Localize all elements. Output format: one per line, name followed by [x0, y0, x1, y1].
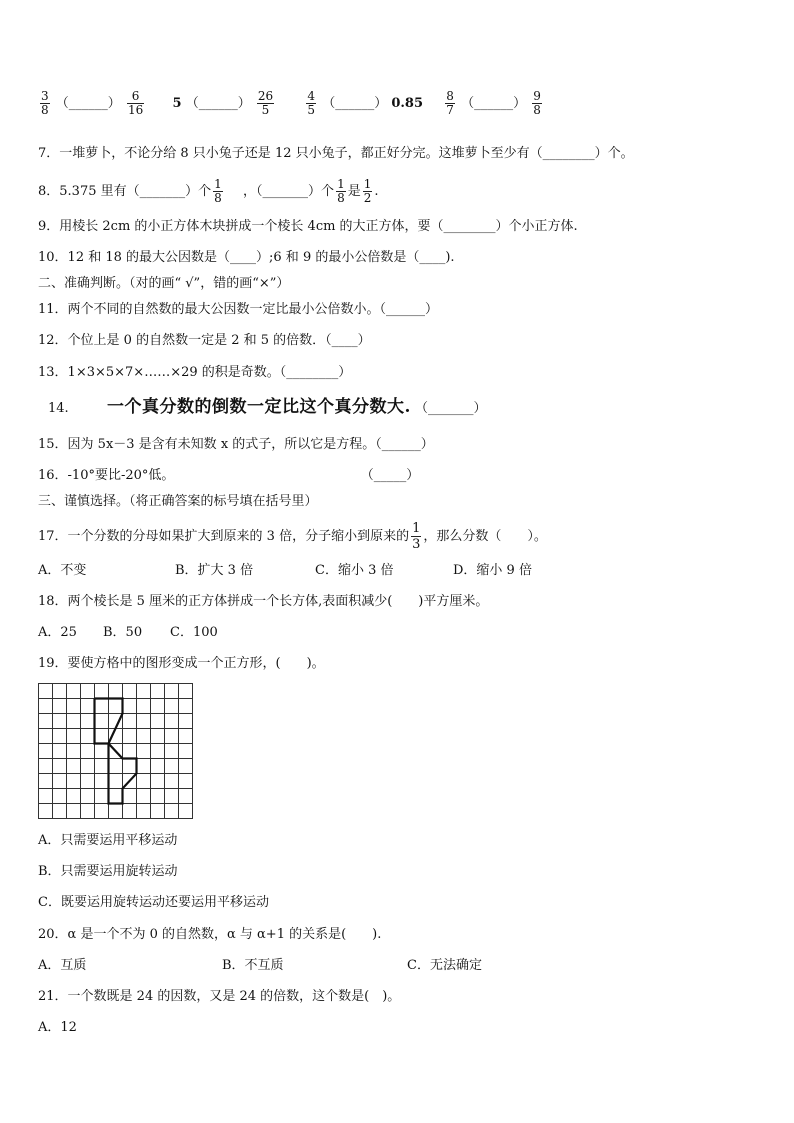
question-12: 12．个位上是 0 的自然数一定是 2 和 5 的倍数．（____）	[38, 333, 371, 348]
section-2-heading: 二、准确判断。（对的画“ √”，错的画“×”）	[38, 276, 290, 291]
decimal-number: 0.85	[391, 96, 424, 111]
question-18-option-b[interactable]: B．50	[103, 625, 143, 640]
whole-number: 5	[172, 96, 182, 111]
question-21: 21．一个数既是 24 的因数，又是 24 的倍数，这个数是( )。	[38, 989, 401, 1004]
question-18-option-c[interactable]: C．100	[170, 625, 218, 640]
square-grid-figure	[38, 683, 194, 820]
question-11: 11．两个不同的自然数的最大公因数一定比最小公倍数小。（______）	[38, 302, 439, 317]
question-17	[38, 521, 547, 552]
answer-blank[interactable]: （______）	[55, 96, 121, 111]
fraction: $\frac{26}{5}$	[257, 89, 274, 117]
question-8-text-d: .	[374, 184, 379, 199]
fraction: $\frac{1}{3}$	[412, 521, 421, 552]
question-8-text-a: 8．5.375 里有（_______）个	[38, 184, 212, 199]
question-10: 10．12 和 18 的最大公因数是（____）;6 和 9 的最小公倍数是（____).	[38, 250, 455, 265]
question-8	[38, 178, 379, 205]
question-17-option-b[interactable]: B．扩大 3 倍	[175, 563, 254, 578]
fraction-compare-row	[38, 90, 544, 117]
question-9: 9．用棱长 2cm 的小正方体木块拼成一个棱长 4cm 的大正方体，要（________）个小正方体.	[38, 219, 578, 234]
question-17-text-b: ，那么分数（ ）。	[423, 529, 547, 544]
question-20-option-c[interactable]: C．无法确定	[407, 958, 482, 973]
question-21-option-a[interactable]: A．12	[38, 1020, 77, 1035]
question-17-text-a: 17．一个分数的分母如果扩大到原来的 3 倍，分子缩小到原来的	[38, 529, 410, 544]
fraction: $\frac{9}{8}$	[533, 89, 541, 117]
fraction: $\frac{4}{5}$	[307, 89, 316, 117]
answer-blank[interactable]: （_______）	[415, 401, 487, 416]
question-14	[48, 399, 487, 417]
question-20-option-b[interactable]: B．不互质	[222, 958, 284, 973]
fraction: $\frac{1}{8}$	[214, 177, 222, 205]
question-13: 13．1×3×5×7×……×29 的积是奇数。（________）	[38, 365, 352, 380]
question-20-option-a[interactable]: A．互质	[38, 958, 87, 973]
answer-blank[interactable]: （_____）	[360, 468, 420, 483]
question-14-text: 一个真分数的倒数一定比这个真分数大.	[106, 397, 411, 417]
section-3-heading: 三、谨慎选择。（将正确答案的标号填在括号里）	[38, 494, 318, 509]
question-19: 19．要使方格中的图形变成一个正方形，( )。	[38, 656, 325, 671]
answer-blank[interactable]: （______）	[461, 96, 527, 111]
answer-blank[interactable]: （______）	[185, 96, 251, 111]
question-14-number: 14.	[48, 401, 69, 416]
question-19-option-b[interactable]: B．只需要运用旋转运动	[38, 864, 178, 879]
question-15: 15．因为 5x－3 是含有未知数 x 的式子，所以它是方程。（______）	[38, 437, 434, 452]
answer-blank[interactable]: （______）	[322, 96, 388, 111]
question-17-option-c[interactable]: C．缩小 3 倍	[315, 563, 394, 578]
fraction: $\frac{8}{7}$	[446, 89, 454, 117]
question-8-text-c: 是	[347, 184, 361, 199]
fraction: $\frac{1}{2}$	[363, 177, 372, 205]
question-17-option-d[interactable]: D．缩小 9 倍	[453, 563, 532, 578]
question-20: 20．α 是一个不为 0 的自然数，α 与 α+1 的关系是( ).	[38, 927, 382, 942]
question-8-text-b: ，（_______）个	[243, 184, 335, 199]
question-7: 7．一堆萝卜，不论分给 8 只小兔子还是 12 只小兔子，都正好分完。这堆萝卜至少有（________）个。	[38, 146, 634, 161]
question-18: 18．两个棱长是 5 厘米的正方体拼成一个长方体,表面积减少( )平方厘米。	[38, 594, 489, 609]
question-18-option-a[interactable]: A．25	[38, 625, 77, 640]
fraction: $\frac{6}{16}$	[127, 89, 144, 117]
fraction: $\frac{1}{8}$	[337, 177, 345, 205]
question-19-option-c[interactable]: C．既要运用旋转运动还要运用平移运动	[38, 895, 269, 910]
question-16-text: 16．-10°要比-20°低。	[38, 468, 175, 483]
fraction: $\frac{3}{8}$	[41, 89, 49, 117]
question-16	[38, 468, 419, 484]
question-17-option-a[interactable]: A．不变	[38, 563, 87, 578]
question-19-option-a[interactable]: A．只需要运用平移运动	[38, 833, 178, 848]
